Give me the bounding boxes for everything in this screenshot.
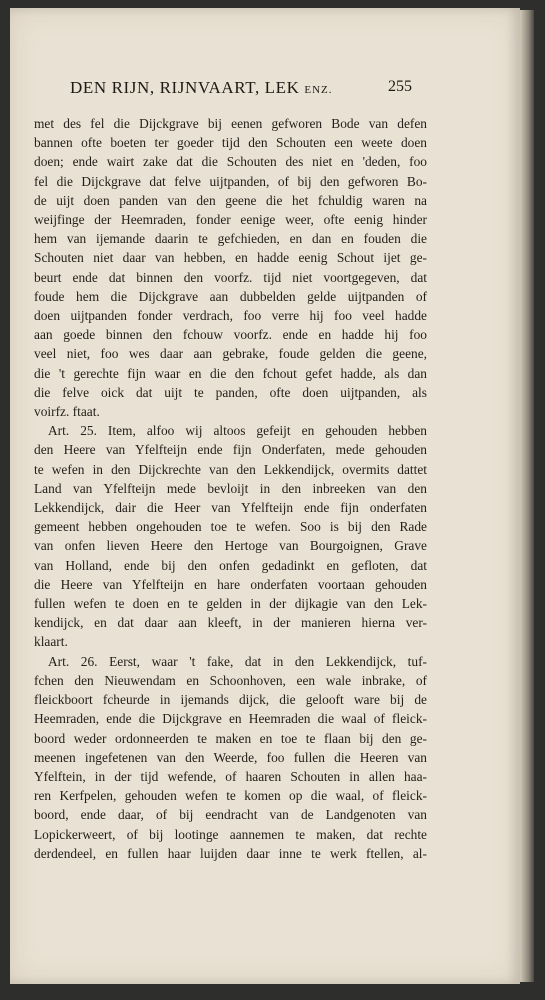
text-line: fel die Dijckgrave dat felve uijtpanden, of bij den gefworen Bo- bbox=[34, 173, 427, 189]
text-line: hem van ijemande daarin te gefchieden, en dan en fouden die bbox=[34, 231, 427, 247]
text-line: van onfen lieven Heere den Hertoge van Bourgoignen, Grave bbox=[34, 538, 427, 554]
text-line: die Heere van Yfelfteijn en hare onderfaten voortaan gehouden bbox=[34, 576, 427, 592]
text-line: foude hem die Dijckgrave aan dubbelden gelde uijtpanden of bbox=[34, 288, 427, 304]
text-line: veel niet, foo wes daar aan gebrake, foude gelden die geene, bbox=[34, 346, 427, 362]
text-line: ren Kerfpelen, gehouden wefen te komen op die waal, of fleick- bbox=[34, 788, 427, 804]
text-line: derdendeel, en fullen haar luijden daar inne te werk ftellen, al- bbox=[34, 845, 427, 861]
text-line: Lopickerweert, of bij lootinge aannemen te maken, dat rechte bbox=[34, 826, 427, 842]
text-line: bannen ofte boeten ter goeder tijd den Schouten een weete doen bbox=[34, 135, 427, 151]
running-head bbox=[70, 78, 440, 98]
text-line: fullen wefen te doen en te gelden in der dijkagie van den Lek- bbox=[34, 596, 427, 612]
text-line: van Holland, ende bij den onfen gedadinkt en gefloten, dat bbox=[34, 557, 427, 573]
page-number: 255 bbox=[388, 78, 412, 95]
text-line: aan goede binnen den fchouw voorfz. ende en hadde hij foo bbox=[34, 327, 427, 343]
running-abbrev: ENZ. bbox=[304, 84, 333, 96]
text-line: Yfelftein, in der tijd wefende, of haaren Schouten in allen haa- bbox=[34, 768, 427, 784]
text-line: die 't gerechte fijn waar en die den fchout gefet hadde, als dan bbox=[34, 365, 427, 381]
text-line: boord, ende daar, of bij eendracht van de Landgenoten van bbox=[34, 807, 427, 823]
text-line: te wefen in den Dijckrechte van den Lekkendijck, overmits dattet bbox=[34, 461, 427, 477]
text-line: die felve oick dat uijt te panden, ofte doen uijtpanden, als bbox=[34, 384, 427, 400]
text-line: voirfz. ftaat. bbox=[34, 404, 100, 420]
text-line: boord weder ordonneerden te maken en toe te flaan bij den ge- bbox=[34, 730, 427, 746]
text-line: klaart. bbox=[34, 634, 68, 650]
text-line: Schouten niet daar van hebben, en hadde eenig Schout ijet ge- bbox=[34, 250, 427, 266]
text-line: doen; ende wairt zake dat die Schouten des niet en 'deden, foo bbox=[34, 154, 427, 170]
text-line: den Heere van Yfelfteijn ende fijn Onderfaten, mede gehouden bbox=[34, 442, 427, 458]
text-line: Lekkendijck, dair die Heer van Yfelfteijn ende fijn onderfaten bbox=[34, 500, 427, 516]
running-title: DEN RIJN, RIJNVAART, LEK bbox=[70, 78, 300, 97]
text-line: meenen ingefetenen van den Weerde, foo fullen die Heeren van bbox=[34, 749, 427, 765]
text-line: met des fel die Dijckgrave bij eenen gefworen Bode van defen bbox=[34, 116, 427, 131]
page-edge bbox=[520, 10, 534, 982]
text-line: kendijck, en dat daar aan kleeft, in der manieren hierna ver- bbox=[34, 615, 427, 631]
text-line: Land van Yfelfteijn mede bevloijt in den inbreeken van den bbox=[34, 480, 427, 496]
text-line: beurt ende dat binnen den voorfz. tijd niet voortgegeven, dat bbox=[34, 269, 427, 285]
text-line: de uijt doen panden van den geene die het fchuldig waren na bbox=[34, 192, 427, 208]
text-line: weijfinge der Heemraden, fonder eenige weer, ofte eenig hinder bbox=[34, 212, 427, 228]
text-line: doen uijtpanden fonder verdrach, foo verre hij foo veel hadde bbox=[34, 308, 427, 324]
text-line: Art. 26. Eerst, waar 't fake, dat in den Lekkendijck, tuf- bbox=[48, 653, 427, 669]
body-text bbox=[34, 114, 427, 863]
text-line: Art. 25. Item, alfoo wij altoos gefeijt en gehouden hebben bbox=[48, 423, 427, 439]
text-line: gemeent hebben ongehouden toe te wefen. Soo is bij den Rade bbox=[34, 519, 427, 535]
text-line: Heemraden, ende die Dijckgrave en Heemraden die waal of fleick- bbox=[34, 711, 427, 727]
text-line: fleickboort fcheurde in ijemands dijck, die gelooft ware bij de bbox=[34, 692, 427, 708]
text-line: fchen den Nieuwendam en Schoonhoven, een wale inbrake, of bbox=[34, 672, 427, 688]
